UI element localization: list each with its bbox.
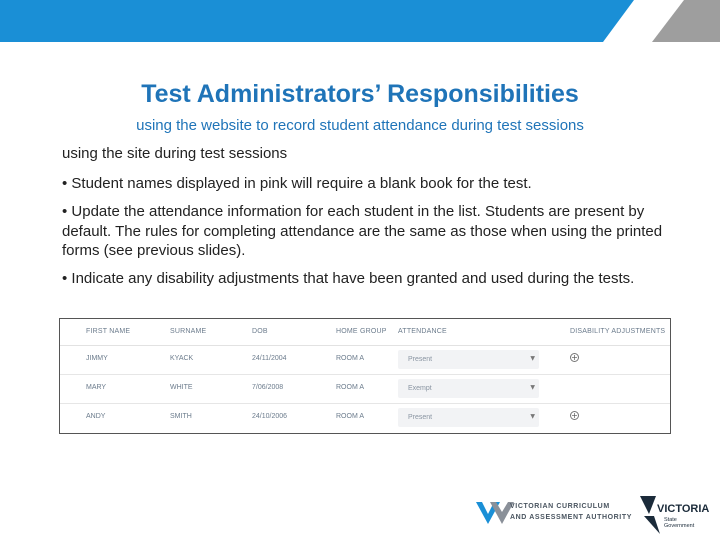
top-banner	[0, 0, 720, 42]
table-row	[60, 374, 670, 404]
attendance-value: Exempt	[408, 385, 432, 392]
header-first-name[interactable]: FIRST NAME	[86, 328, 131, 335]
cell-first-name: MARY	[86, 384, 107, 391]
bullet-update-attendance: • Update the attendance information for each student in the list. Students are present by default. The rules for completing attendance are the same as those when using the printed forms (see previous slides).	[62, 203, 663, 259]
slide-title: Test Administrators’ Responsibilities	[141, 80, 579, 108]
cell-home-group: ROOM A	[336, 384, 365, 391]
attendance-select[interactable]	[398, 379, 539, 398]
cell-surname: WHITE	[170, 384, 193, 391]
header-disability-adjustments[interactable]: DISABILITY ADJUSTMENTS	[570, 328, 666, 335]
table-header-row	[60, 319, 670, 346]
slide-subtitle: using the website to record student attendance during test sessions	[136, 117, 584, 134]
cell-home-group: ROOM A	[336, 355, 365, 362]
attendance-select[interactable]	[398, 408, 539, 427]
cell-surname: SMITH	[170, 413, 192, 420]
bullet-disability-adjustments: • Indicate any disability adjustments that have been granted and used during the tests.	[62, 270, 635, 287]
vcaa-line-2: AND ASSESSMENT AUTHORITY	[510, 514, 632, 521]
cell-dob: 24/11/2004	[252, 355, 287, 362]
victoria-sub-government: Government	[664, 523, 695, 529]
victoria-state-logo	[640, 494, 708, 538]
cell-surname: KYACK	[170, 355, 194, 362]
section-heading: using the site during test sessions	[62, 145, 288, 162]
chevron-down-icon: ▼	[530, 384, 535, 391]
cell-first-name: ANDY	[86, 413, 106, 420]
victoria-sub-state: State	[664, 517, 677, 523]
header-attendance[interactable]: ATTENDANCE	[398, 328, 447, 335]
bullet-pink-names: • Student names displayed in pink will require a blank book for the test.	[62, 175, 532, 192]
attendance-table	[59, 318, 671, 434]
attendance-value: Present	[408, 356, 433, 363]
cell-dob: 24/10/2006	[252, 413, 288, 420]
cell-first-name: JIMMY	[86, 355, 108, 362]
vcaa-line-1: VICTORIAN CURRICULUM	[510, 503, 610, 510]
header-home-group[interactable]: HOME GROUP	[336, 328, 387, 335]
chevron-down-icon: ▼	[530, 355, 535, 362]
victoria-wordmark: VICTORIA	[657, 503, 710, 515]
plus-circle-icon[interactable]: +	[571, 353, 578, 362]
table-row	[60, 403, 670, 432]
cell-home-group: ROOM A	[336, 413, 365, 420]
header-surname[interactable]: SURNAME	[170, 328, 207, 335]
attendance-value: Present	[408, 414, 433, 421]
table-row	[60, 345, 670, 375]
attendance-select[interactable]	[398, 350, 539, 369]
victoria-sub	[664, 517, 694, 529]
chevron-down-icon: ▼	[530, 413, 535, 420]
plus-circle-icon[interactable]: +	[571, 411, 578, 420]
header-dob[interactable]: DOB	[252, 328, 268, 335]
vcaa-wordmark	[510, 501, 632, 523]
cell-dob: 7/06/2008	[252, 384, 284, 391]
